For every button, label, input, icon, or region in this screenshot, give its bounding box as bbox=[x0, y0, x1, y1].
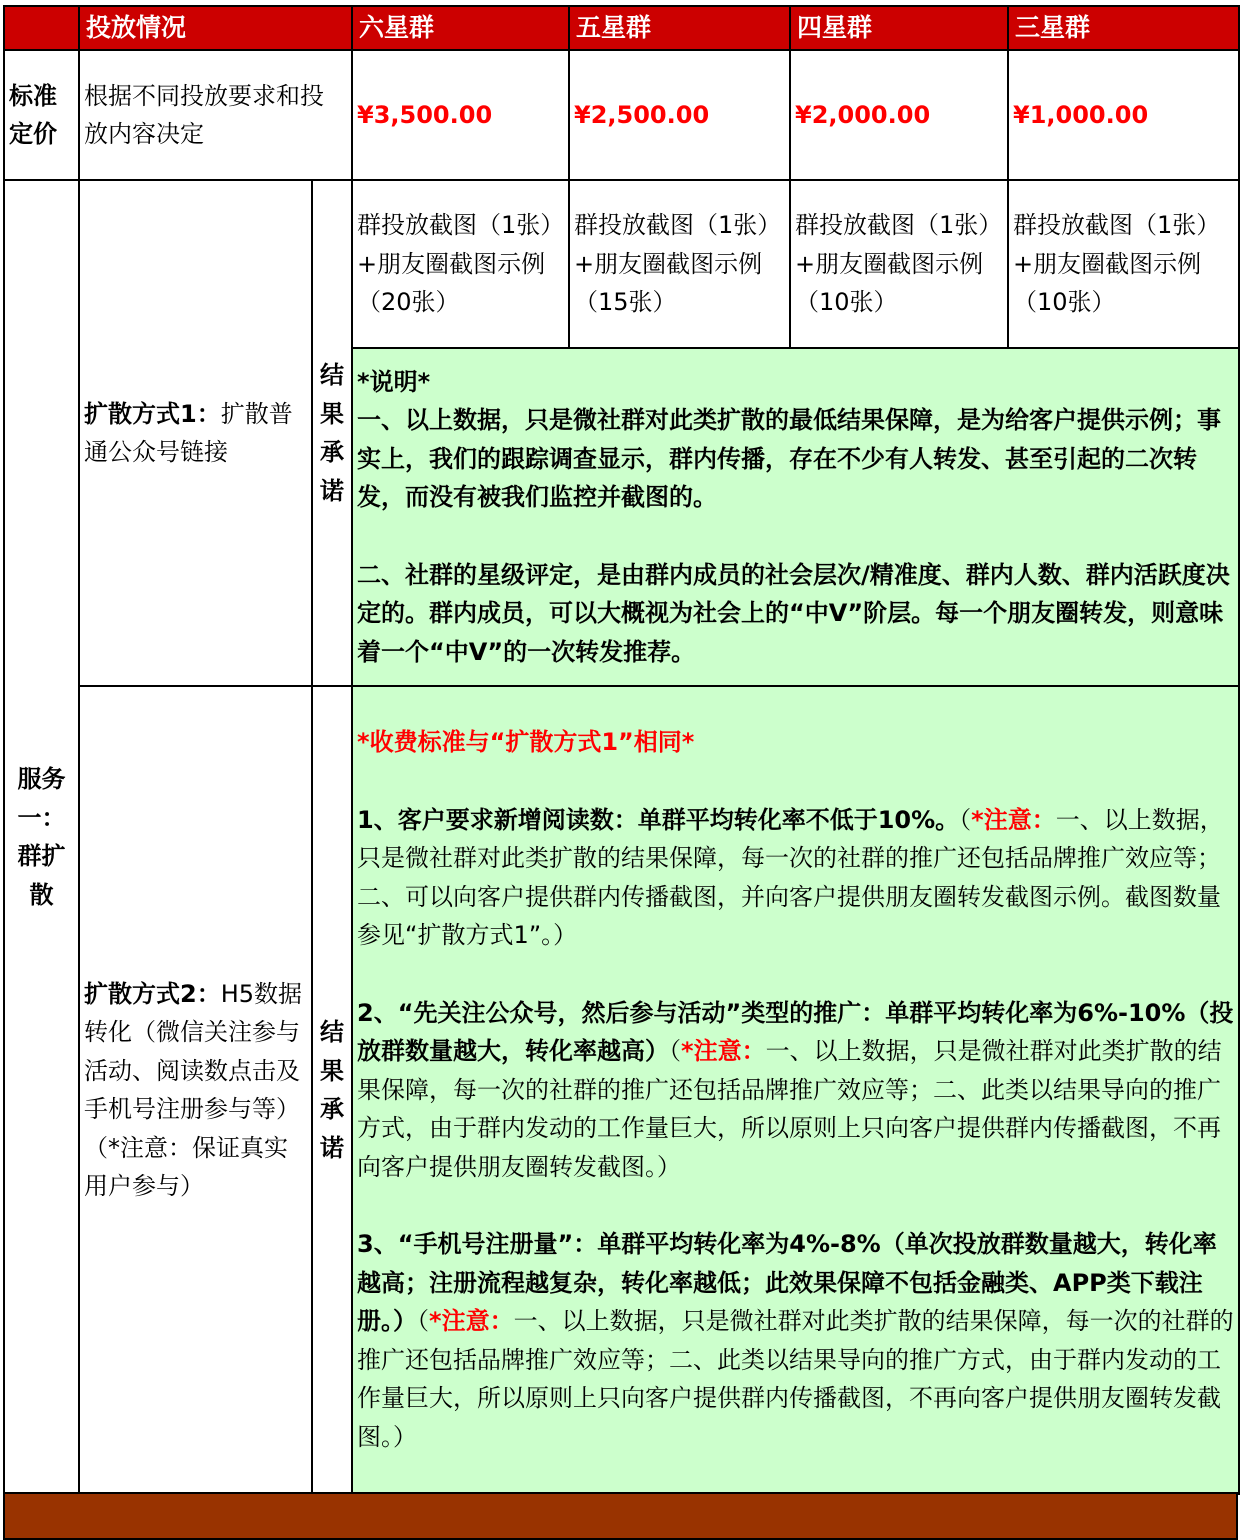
method2-title: 扩散方式2： bbox=[84, 979, 221, 1008]
method1-promise-label: 结果承诺 bbox=[312, 180, 352, 686]
item-2 bbox=[357, 994, 1234, 1187]
screenshot-tier-6: 群投放截图（1张）+朋友圈截图示例（20张） bbox=[352, 180, 569, 348]
item-2-attention: *注意： bbox=[681, 1037, 766, 1065]
footer-bar bbox=[3, 1492, 1238, 1540]
price-tier-3: ¥1,000.00 bbox=[1008, 50, 1239, 180]
item-3-bold: 3、“手机号注册量”：单群平均转化率为4%-8%（单次投放群数量越大，转化率越高；注册流程越复杂，转化率越低；此效果保障不包括金融类、APP类下载注册。） bbox=[357, 1230, 1217, 1335]
pricing-description: 根据不同投放要求和投放内容决定 bbox=[79, 50, 352, 180]
fee-note: *收费标准与“扩散方式1”相同* bbox=[357, 728, 695, 756]
price-tier-6: ¥3,500.00 bbox=[352, 50, 569, 180]
item-3-open: （ bbox=[417, 1307, 430, 1335]
item-1-open: （ bbox=[959, 805, 972, 834]
header-label: 投放情况 bbox=[79, 6, 352, 50]
item-1 bbox=[357, 801, 1234, 955]
header-tier-4: 四星群 bbox=[790, 6, 1008, 50]
note-1: 一、以上数据，只是微社群对此类扩散的最低结果保障，是为给客户提供示例；事实上，我们的跟踪调查显示，群内传播，存在不少有人转发、甚至引起的二次转发，而没有被我们监控并截图的。 bbox=[357, 406, 1222, 512]
pricing-table bbox=[3, 5, 1240, 1495]
method1-notes bbox=[352, 348, 1239, 686]
method2-row bbox=[4, 686, 1239, 1494]
method1-cell bbox=[79, 180, 312, 686]
method2-details bbox=[352, 686, 1239, 1494]
price-tier-5: ¥2,500.00 bbox=[569, 50, 790, 180]
screenshot-tier-5: 群投放截图（1张）+朋友圈截图示例（15张） bbox=[569, 180, 790, 348]
item-1-attention: *注意： bbox=[971, 805, 1056, 834]
item-2-bold: 2、“先关注公众号，然后参与活动”类型的推广：单群平均转化率为6%-10%（投放群数量越大，转化率越高） bbox=[357, 998, 1234, 1065]
method1-title: 扩散方式1： bbox=[84, 399, 221, 428]
header-row bbox=[4, 6, 1239, 50]
method2-desc: H5数据转化（微信关注参与活动、阅读数点击及手机号注册参与等）（*注意：保证真实用户参与） bbox=[84, 979, 303, 1200]
header-spacer bbox=[4, 6, 79, 50]
pricing-row bbox=[4, 50, 1239, 180]
item-2-open: （ bbox=[669, 1037, 682, 1065]
price-tier-4: ¥2,000.00 bbox=[790, 50, 1008, 180]
item-2-rest: 一、以上数据，只是微社群对此类扩散的结果保障，每一次的社群的推广还包括品牌推广效应等；二、此类以结果导向的推广方式，由于群内发动的工作量巨大，所以原则上只向客户提供群内传播截图，不再向客户提供朋友圈转发截图。） bbox=[357, 1037, 1222, 1181]
item-1-bold: 1、客户要求新增阅读数：单群平均转化率不低于10%。 bbox=[357, 805, 960, 834]
header-tier-6: 六星群 bbox=[352, 6, 569, 50]
header-tier-5: 五星群 bbox=[569, 6, 790, 50]
header-tier-3: 三星群 bbox=[1008, 6, 1239, 50]
item-1-rest: 一、以上数据，只是微社群对此类扩散的结果保障，每一次的社群的推广还包括品牌推广效应等；二、可以向客户提供群内传播截图，并向客户提供朋友圈转发截图示例。截图数量参见“扩散方式1”。） bbox=[357, 805, 1224, 949]
item-3-attention: *注意： bbox=[429, 1307, 514, 1335]
screenshot-row bbox=[4, 180, 1239, 348]
service-label: 服务一：群扩散 bbox=[4, 180, 79, 1494]
screenshot-tier-3: 群投放截图（1张）+朋友圈截图示例（10张） bbox=[1008, 180, 1239, 348]
note-2: 二、社群的星级评定，是由群内成员的社会层次/精准度、群内人数、群内活跃度决定的。群内成员，可以大概视为社会上的“中V”阶层。每一个朋友圈转发，则意味着一个“中V”的一次转发推荐。 bbox=[357, 560, 1230, 666]
item-3-rest: 一、以上数据，只是微社群对此类扩散的结果保障，每一次的社群的推广还包括品牌推广效应等；二、此类以结果导向的推广方式，由于群内发动的工作量巨大，所以原则上只向客户提供群内传播截图，不再向客户提供朋友圈转发截图。） bbox=[357, 1307, 1234, 1451]
method1-desc: 扩散普通公众号链接 bbox=[84, 399, 293, 466]
method2-cell bbox=[79, 686, 312, 1494]
screenshot-tier-4: 群投放截图（1张）+朋友圈截图示例（10张） bbox=[790, 180, 1008, 348]
standard-price-label: 标准定价 bbox=[4, 50, 79, 180]
method2-promise-label: 结果承诺 bbox=[312, 686, 352, 1494]
item-3 bbox=[357, 1225, 1234, 1456]
note-title: *说明* bbox=[357, 367, 431, 396]
